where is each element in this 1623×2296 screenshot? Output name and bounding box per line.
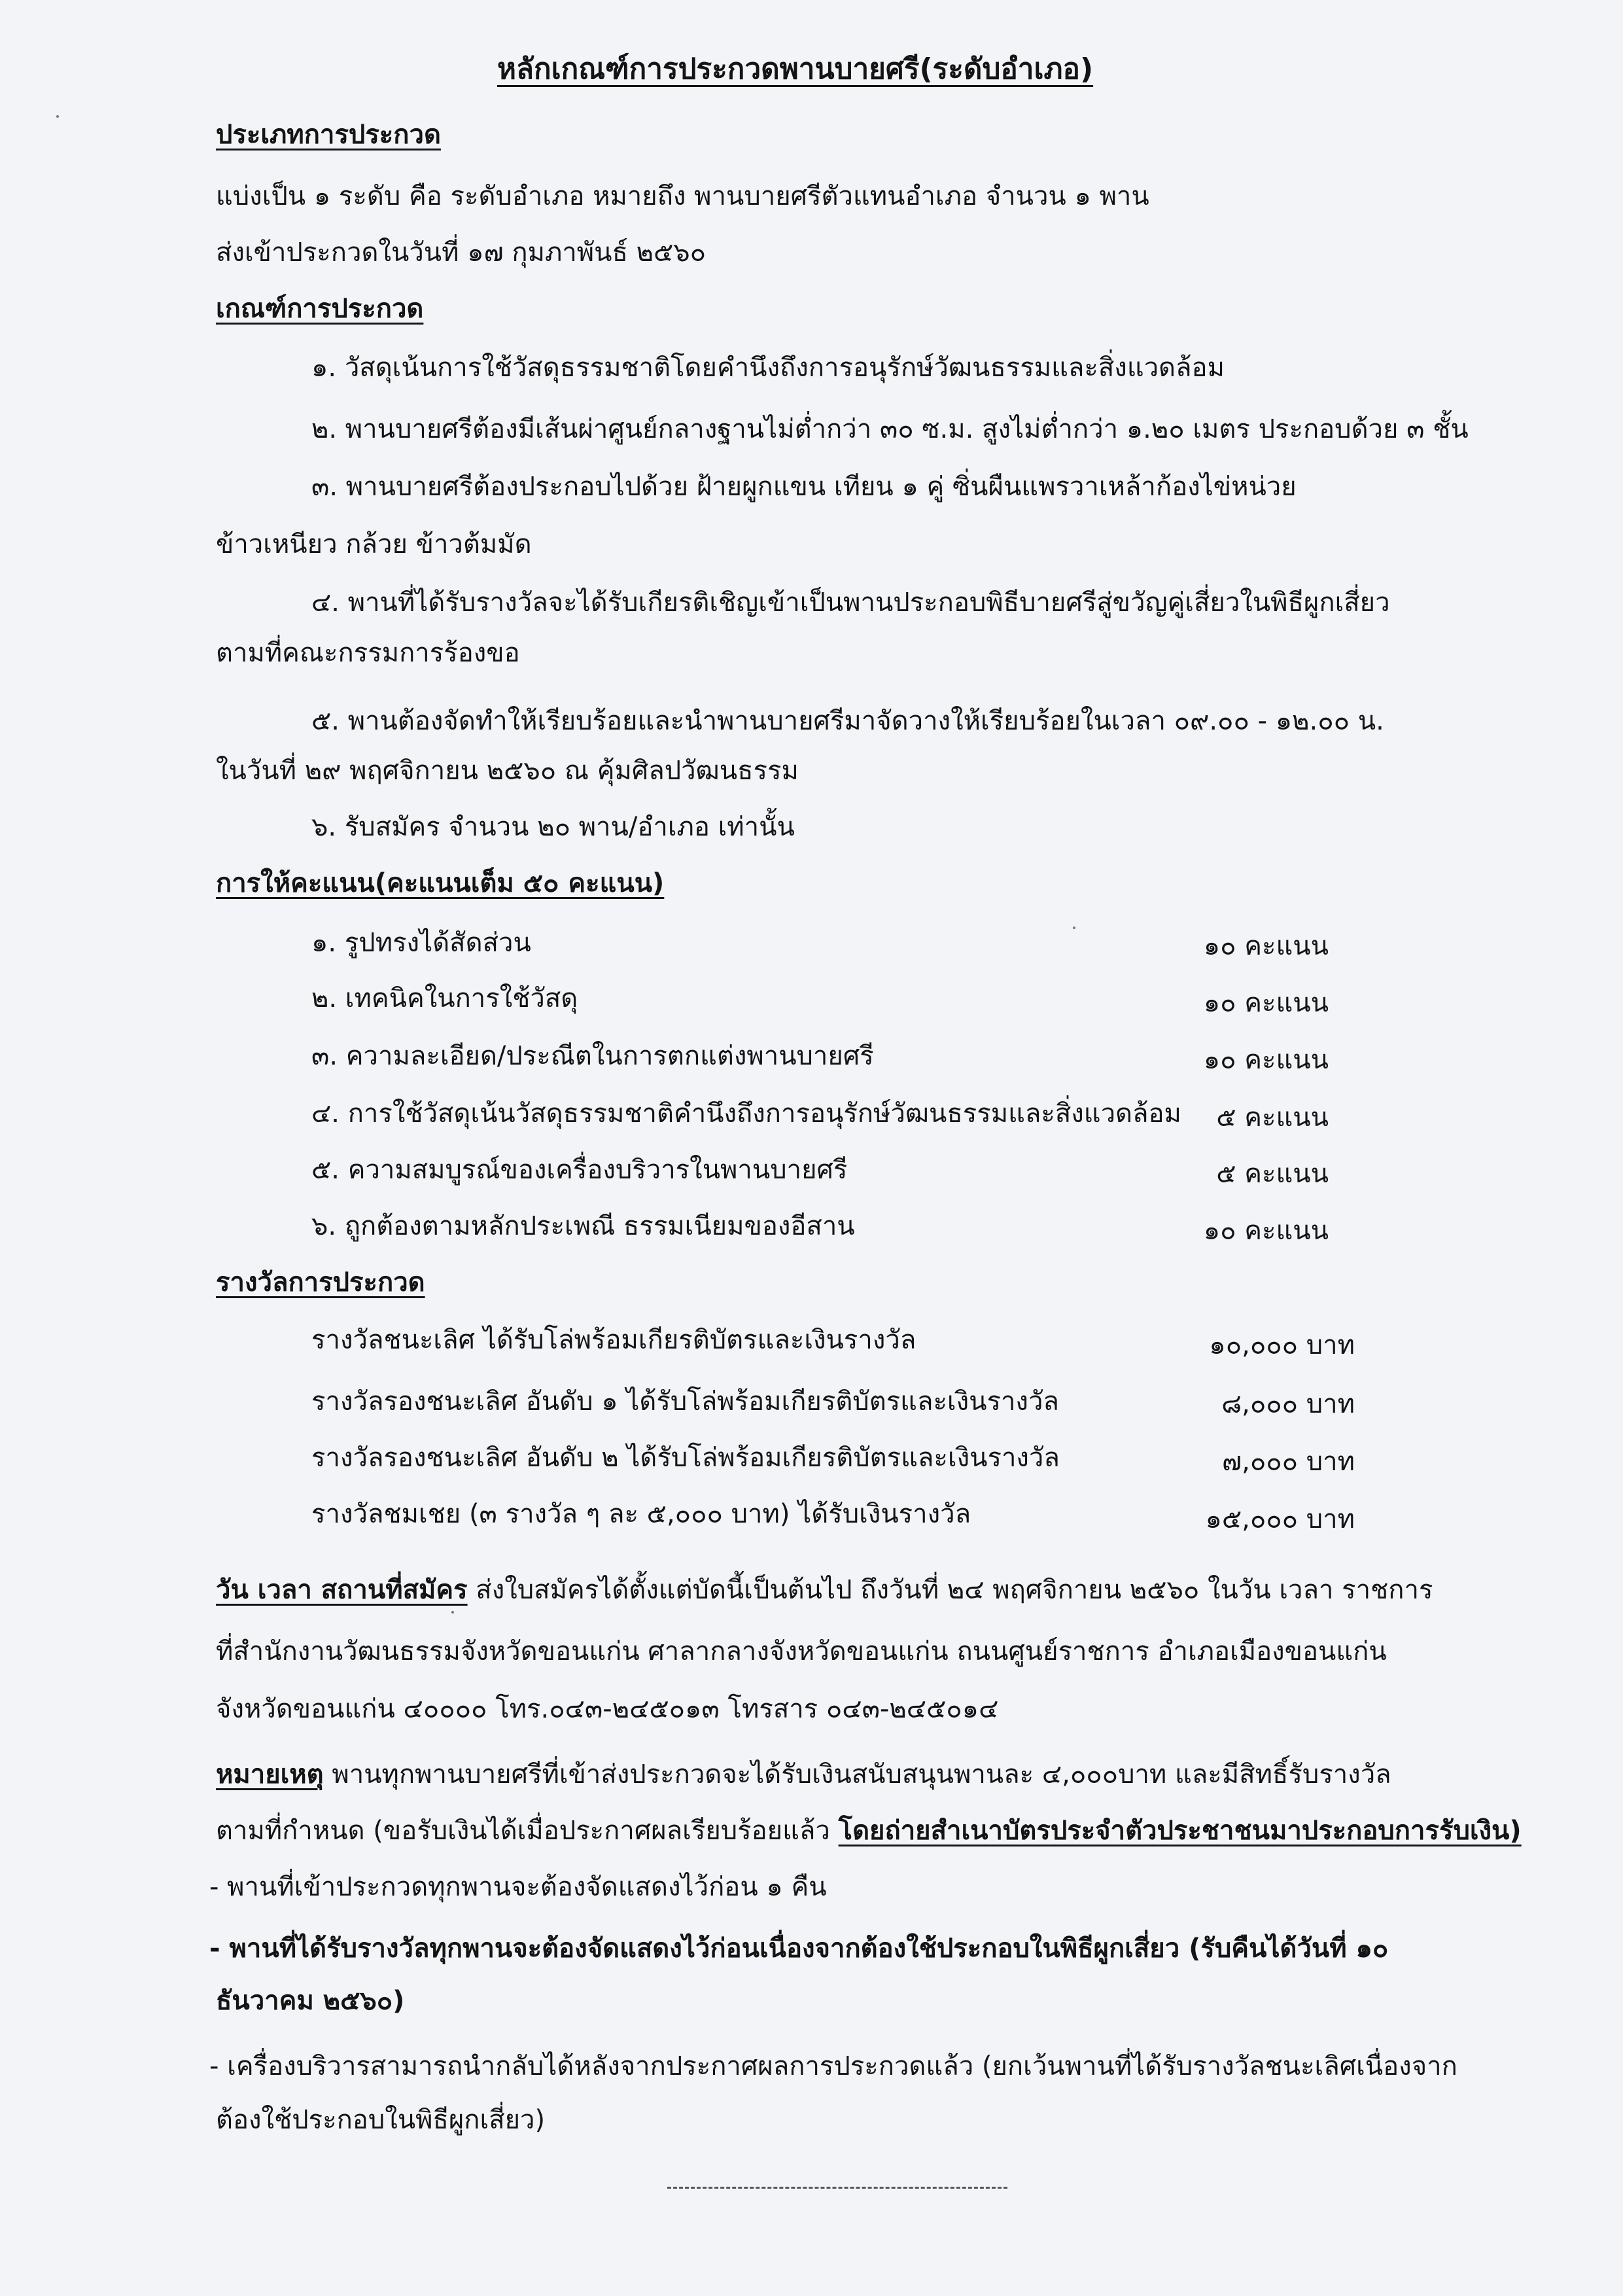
- criteria-item: ๑. วัสดุเน้นการใช้วัสดุธรรมชาติโดยคำนึงถึงการอนุรักษ์วัฒนธรรมและสิ่งแวดล้อม: [311, 353, 1225, 383]
- awards-heading: รางวัลการประกวด: [216, 1267, 425, 1298]
- award-label: รางวัลชมเชย (๓ รางวัล ๆ ละ ๕,๐๐๐ บาท) ได้รับเงินรางวัล: [311, 1499, 971, 1529]
- scan-speck: [56, 115, 59, 118]
- award-amount: ๗,๐๐๐ บาท: [1222, 1447, 1355, 1477]
- notes-heading: หมายเหตุ: [216, 1759, 324, 1790]
- closing-divider: [667, 2187, 1007, 2189]
- notes-text: พานทุกพานบายศรีที่เข้าส่งประกวดจะได้รับเงินสนับสนุนพานละ ๔,๐๐๐บาท และมีสิทธิ์รับรางวัล: [323, 1759, 1391, 1790]
- scoring-value: ๕ คะแนน: [1216, 1103, 1329, 1133]
- criteria-heading: เกณฑ์การประกวด: [216, 294, 424, 324]
- criteria-item: ๒. พานบายศรีต้องมีเส้นผ่าศูนย์กลางฐานไม่ต่ำกว่า ๓๐ ซ.ม. สูงไม่ต่ำกว่า ๑.๒๐ เมตร ประกอบด้วย ๓ ชั้น: [311, 414, 1469, 444]
- scoring-value: ๑๐ คะแนน: [1203, 988, 1329, 1018]
- notes-line: - เครื่องบริวารสามารถนำกลับได้หลังจากประกาศผลการประกวดแล้ว (ยกเว้นพานที่ได้รับรางวัลชนะเลิศเนื่องจาก: [209, 2051, 1457, 2081]
- award-amount: ๘,๐๐๐ บาท: [1221, 1389, 1355, 1419]
- scoring-label: ๕. ความสมบูรณ์ของเครื่องบริวารในพานบายศรี: [311, 1155, 848, 1185]
- notes-line-bold: ธันวาคม ๒๕๖๐): [216, 1986, 405, 2016]
- award-label: รางวัลชนะเลิศ ได้รับโล่พร้อมเกียรติบัตรและเงินรางวัล: [311, 1325, 916, 1355]
- award-label: รางวัลรองชนะเลิศ อันดับ ๒ ได้รับโล่พร้อมเกียรติบัตรและเงินรางวัล: [311, 1443, 1060, 1473]
- award-amount: ๑๐,๐๐๐ บาท: [1209, 1330, 1355, 1360]
- criteria-item: ตามที่คณะกรรมการร้องขอ: [216, 638, 520, 668]
- scoring-value: ๑๐ คะแนน: [1203, 1045, 1329, 1075]
- award-amount: ๑๕,๐๐๐ บาท: [1205, 1504, 1355, 1534]
- scoring-label: ๒. เทคนิคในการใช้วัสดุ: [311, 983, 578, 1014]
- scoring-label: ๔. การใช้วัสดุเน้นวัสดุธรรมชาติคำนึงถึงการอนุรักษ์วัฒนธรรมและสิ่งแวดล้อม: [311, 1099, 1181, 1129]
- application-heading: วัน เวลา สถานที่สมัคร: [216, 1575, 468, 1605]
- criteria-item: ๖. รับสมัคร จำนวน ๒๐ พาน/อำเภอ เท่านั้น: [311, 812, 795, 842]
- notes-line-bold: - พานที่ได้รับรางวัลทุกพานจะต้องจัดแสดงไว้ก่อนเนื่องจากต้องใช้ประกอบในพิธีผูกเสี่ยว (รับคืนได้วันที่ ๑๐: [209, 1934, 1389, 1964]
- application-line: [216, 1572, 1433, 1608]
- criteria-item: ๔. พานที่ได้รับรางวัลจะได้รับเกียรติเชิญเข้าเป็นพานประกอบพิธีบายศรีสู่ขวัญคู่เสี่ยวในพิธีผูกเสี่ยว: [311, 588, 1390, 618]
- scoring-label: ๖. ถูกต้องตามหลักประเพณี ธรรมเนียมของอีสาน: [311, 1211, 855, 1241]
- scoring-label: ๓. ความละเอียด/ประณีตในการตกแต่งพานบายศรี: [311, 1041, 874, 1071]
- notes-line: ต้องใช้ประกอบในพิธีผูกเสี่ยว): [216, 2105, 546, 2135]
- application-line: ที่สำนักงานวัฒนธรรมจังหวัดขอนแก่น ศาลากลางจังหวัดขอนแก่น ถนนศูนย์ราชการ อำเภอเมืองขอนแก่น: [216, 1636, 1387, 1667]
- award-label: รางวัลรองชนะเลิศ อันดับ ๑ ได้รับโล่พร้อมเกียรติบัตรและเงินรางวัล: [311, 1386, 1059, 1417]
- scoring-value: ๑๐ คะแนน: [1203, 1216, 1329, 1246]
- notes-line: - พานที่เข้าประกวดทุกพานจะต้องจัดแสดงไว้ก่อน ๑ คืน: [209, 1872, 827, 1902]
- scoring-label: ๑. รูปทรงได้สัดส่วน: [311, 928, 531, 958]
- notes-emphasis: โดยถ่ายสำเนาบัตรประจำตัวประชาชนมาประกอบการรับเงิน): [838, 1816, 1522, 1846]
- scoring-heading: การให้คะแนน(คะแนนเต็ม ๕๐ คะแนน): [216, 868, 665, 898]
- criteria-item: ๕. พานต้องจัดทำให้เรียบร้อยและนำพานบายศรีมาจัดวางให้เรียบร้อยในเวลา ๐๙.๐๐ - ๑๒.๐๐ น.: [311, 706, 1384, 736]
- criteria-item: ๓. พานบายศรีต้องประกอบไปด้วย ฝ้ายผูกแขน เทียน ๑ คู่ ซิ่นผืนแพรวาเหล้าก้องไข่หน่วย: [311, 472, 1297, 502]
- application-text: ส่งใบสมัครได้ตั้งแต่บัดนี้เป็นต้นไป ถึงวันที่ ๒๔ พฤศจิกายน ๒๕๖๐ ในวัน เวลา ราชการ: [467, 1575, 1433, 1605]
- scan-speck: [1073, 927, 1075, 929]
- page-title: หลักเกณฑ์การประกวดพานบายศรี(ระดับอำเภอ): [497, 52, 1094, 86]
- scoring-value: ๕ คะแนน: [1216, 1159, 1329, 1189]
- application-line: จังหวัดขอนแก่น ๔๐๐๐๐ โทร.๐๔๓-๒๔๕๐๑๓ โทรสาร ๐๔๓-๒๔๕๐๑๔: [216, 1694, 999, 1724]
- notes-text: ตามที่กำหนด (ขอรับเงินได้เมื่อประกาศผลเรียบร้อยแล้ว: [216, 1816, 839, 1846]
- notes-line: [216, 1812, 1522, 1849]
- notes-line: [216, 1756, 1391, 1793]
- criteria-item: ข้าวเหนียว กล้วย ข้าวต้มมัด: [216, 529, 532, 559]
- scoring-value: ๑๐ คะแนน: [1203, 931, 1329, 961]
- criteria-item: ในวันที่ ๒๙ พฤศจิกายน ๒๕๖๐ ณ คุ้มศิลปวัฒนธรรม: [216, 756, 799, 786]
- contest-type-heading: ประเภทการประกวด: [216, 120, 441, 150]
- contest-type-line: ส่งเข้าประกวดในวันที่ ๑๗ กุมภาพันธ์ ๒๕๖๐: [216, 238, 707, 268]
- scan-speck: [451, 1611, 454, 1614]
- contest-type-line: แบ่งเป็น ๑ ระดับ คือ ระดับอำเภอ หมายถึง พานบายศรีตัวแทนอำเภอ จำนวน ๑ พาน: [216, 181, 1149, 211]
